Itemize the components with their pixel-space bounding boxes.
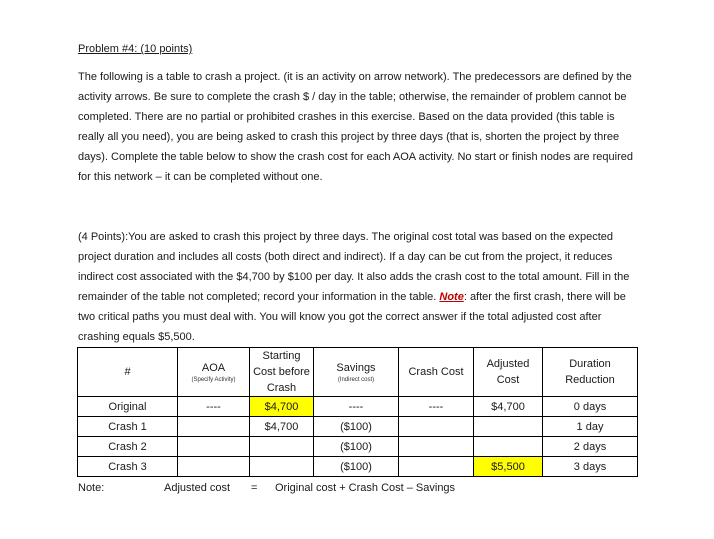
table-cell: ---- xyxy=(178,397,250,417)
table-cell: 0 days xyxy=(543,397,638,417)
table-cell-highlighted: $4,700 xyxy=(250,397,314,417)
intro-paragraph: The following is a table to crash a project. (it is an activity on arrow network). The predecessors are defined by the activity arrows. Be sure to complete the crash $ / day in the table; otherwise, the remainder of problem cannot be completed. There are no partial or prohibited crashes in this exercise. Based on the data provided (this table is really all you need), you are being asked to crash this project by three days (that is, shorten the project by three days). Complete the table below to show the crash cost for each AOA activity. No start or finish nodes are required for this network – it can be completed without one. xyxy=(78,71,633,183)
table-header-row xyxy=(78,348,638,397)
table-cell: $4,700 xyxy=(474,397,543,417)
footer-formula: Original cost + Crash Cost – Savings xyxy=(275,482,456,494)
table-row xyxy=(78,397,638,417)
footer-note-label: Note: xyxy=(78,482,105,494)
table-cell: ($100) xyxy=(314,417,399,437)
table-cell: Crash 2 xyxy=(78,437,178,457)
table-row xyxy=(78,457,638,477)
table-cell: 3 days xyxy=(543,457,638,477)
table-cell[interactable] xyxy=(178,437,250,457)
header-aoa-sub: (Specify Activity) xyxy=(191,376,236,383)
footer-adjusted-label: Adjusted cost xyxy=(164,482,231,494)
table-cell[interactable] xyxy=(250,457,314,477)
header-starting-cost: Starting Cost before Crash xyxy=(250,348,314,397)
header-duration-reduction: Duration Reduction xyxy=(543,348,638,397)
table-cell-highlighted: $5,500 xyxy=(474,457,543,477)
table-cell: ---- xyxy=(314,397,399,417)
table-row xyxy=(78,417,638,437)
header-crash-cost: Crash Cost xyxy=(399,348,474,397)
header-number: # xyxy=(78,348,178,397)
crash-table xyxy=(77,347,638,477)
instructions-text: (4 Points):You are asked to crash this project by three days. The original cost total was based on the expected project duration and includes all costs (both direct and indirect). If a day can be cut from the project, it reduces indirect cost associated with the $4,700 by $100 per day. It also adds the crash cost to the total amount. Fill in the remainder of the table not completed; record your information in the table. xyxy=(78,231,630,303)
problem-title: Problem #4: (10 points) xyxy=(78,43,193,55)
table-cell[interactable] xyxy=(250,437,314,457)
table-cell[interactable] xyxy=(399,417,474,437)
table-cell: Crash 3 xyxy=(78,457,178,477)
table-cell[interactable] xyxy=(399,437,474,457)
table-cell: $4,700 xyxy=(250,417,314,437)
table-row xyxy=(78,437,638,457)
table-cell: ---- xyxy=(399,397,474,417)
header-savings: Savings (Indirect cost) xyxy=(314,348,399,397)
table-cell: ($100) xyxy=(314,437,399,457)
table-cell[interactable] xyxy=(178,457,250,477)
header-aoa: AOA (Specify Activity) xyxy=(178,348,250,397)
table-cell: Crash 1 xyxy=(78,417,178,437)
table-cell: 2 days xyxy=(543,437,638,457)
table-cell[interactable] xyxy=(474,417,543,437)
table-cell[interactable] xyxy=(178,417,250,437)
note-text: : after the first crash, there will be two critical paths you must deal with. You will know you got the correct answer if the total adjusted cost after crashing equals $5,500. xyxy=(78,291,626,343)
header-adjusted-cost: Adjusted Cost xyxy=(474,348,543,397)
header-savings-sub: (Indirect cost) xyxy=(337,376,375,383)
footer-equals: = xyxy=(251,482,258,494)
note-label: Note xyxy=(439,291,464,303)
instructions-paragraph xyxy=(78,227,640,347)
table-cell: 1 day xyxy=(543,417,638,437)
table-cell: Original xyxy=(78,397,178,417)
table-cell[interactable] xyxy=(474,437,543,457)
table-cell: ($100) xyxy=(314,457,399,477)
table-cell[interactable] xyxy=(399,457,474,477)
